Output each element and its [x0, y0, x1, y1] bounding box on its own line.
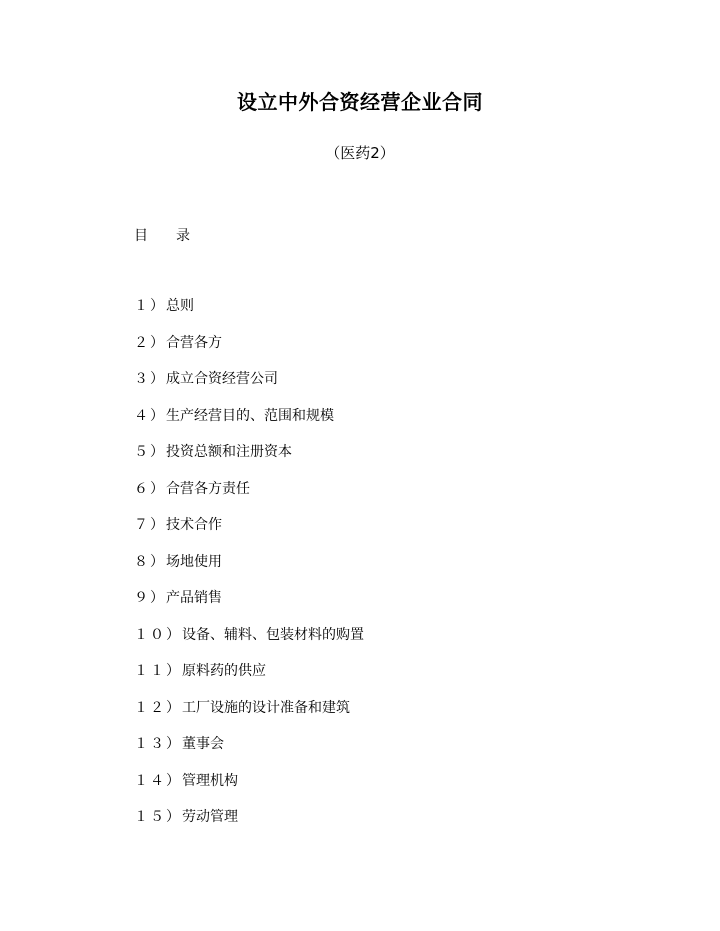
toc-item-text: 设备、辅料、包装材料的购置 — [182, 626, 364, 643]
toc-item-number: ６） — [134, 480, 166, 497]
table-of-contents — [134, 295, 364, 843]
toc-item — [134, 770, 364, 807]
toc-item — [134, 514, 364, 551]
toc-item-number: ８） — [134, 553, 166, 570]
toc-item — [134, 806, 364, 843]
document-subtitle: （医药2） — [325, 144, 395, 162]
toc-item — [134, 368, 364, 405]
toc-item-text: 产品销售 — [166, 590, 222, 606]
toc-item — [134, 478, 364, 515]
toc-item — [134, 697, 364, 734]
toc-item-number: １） — [134, 298, 166, 314]
toc-item — [134, 332, 364, 369]
toc-item-text: 合营各方责任 — [166, 480, 250, 497]
toc-item — [134, 624, 364, 661]
toc-item-text: 场地使用 — [166, 553, 222, 570]
toc-item-number: １５） — [134, 809, 182, 825]
toc-item-text: 技术合作 — [166, 517, 222, 533]
toc-item — [134, 587, 364, 624]
toc-item-number: ７） — [134, 517, 166, 533]
toc-item-text: 原料药的供应 — [182, 663, 266, 679]
toc-item-text: 劳动管理 — [182, 809, 238, 825]
toc-item — [134, 551, 364, 588]
toc-item — [134, 295, 364, 332]
toc-item — [134, 660, 364, 697]
toc-item-number: ４） — [134, 407, 166, 424]
toc-item-number: １１） — [134, 663, 182, 679]
toc-item-number: １０） — [134, 626, 182, 643]
toc-item-number: ２） — [134, 334, 166, 351]
document-title: 设立中外合资经营企业合同 — [237, 90, 483, 114]
toc-item-text: 生产经营目的、范围和规模 — [166, 407, 334, 424]
toc-item-text: 工厂设施的设计准备和建筑 — [182, 699, 350, 716]
toc-item — [134, 441, 364, 478]
toc-item-number: ５） — [134, 444, 166, 460]
toc-item-text: 成立合资经营公司 — [166, 371, 278, 387]
toc-heading: 目 录 — [134, 228, 190, 244]
toc-item-text: 合营各方 — [166, 334, 222, 351]
toc-item-text: 管理机构 — [182, 772, 238, 789]
toc-item-number: １４） — [134, 772, 182, 789]
toc-item-number: ３） — [134, 371, 166, 387]
toc-item-text: 总则 — [166, 298, 194, 314]
toc-item-text: 董事会 — [182, 736, 224, 752]
toc-item — [134, 733, 364, 770]
toc-item-number: １２） — [134, 699, 182, 716]
toc-item-number: １３） — [134, 736, 182, 752]
toc-item-number: ９） — [134, 590, 166, 606]
toc-item — [134, 405, 364, 442]
toc-item-text: 投资总额和注册资本 — [166, 444, 292, 460]
